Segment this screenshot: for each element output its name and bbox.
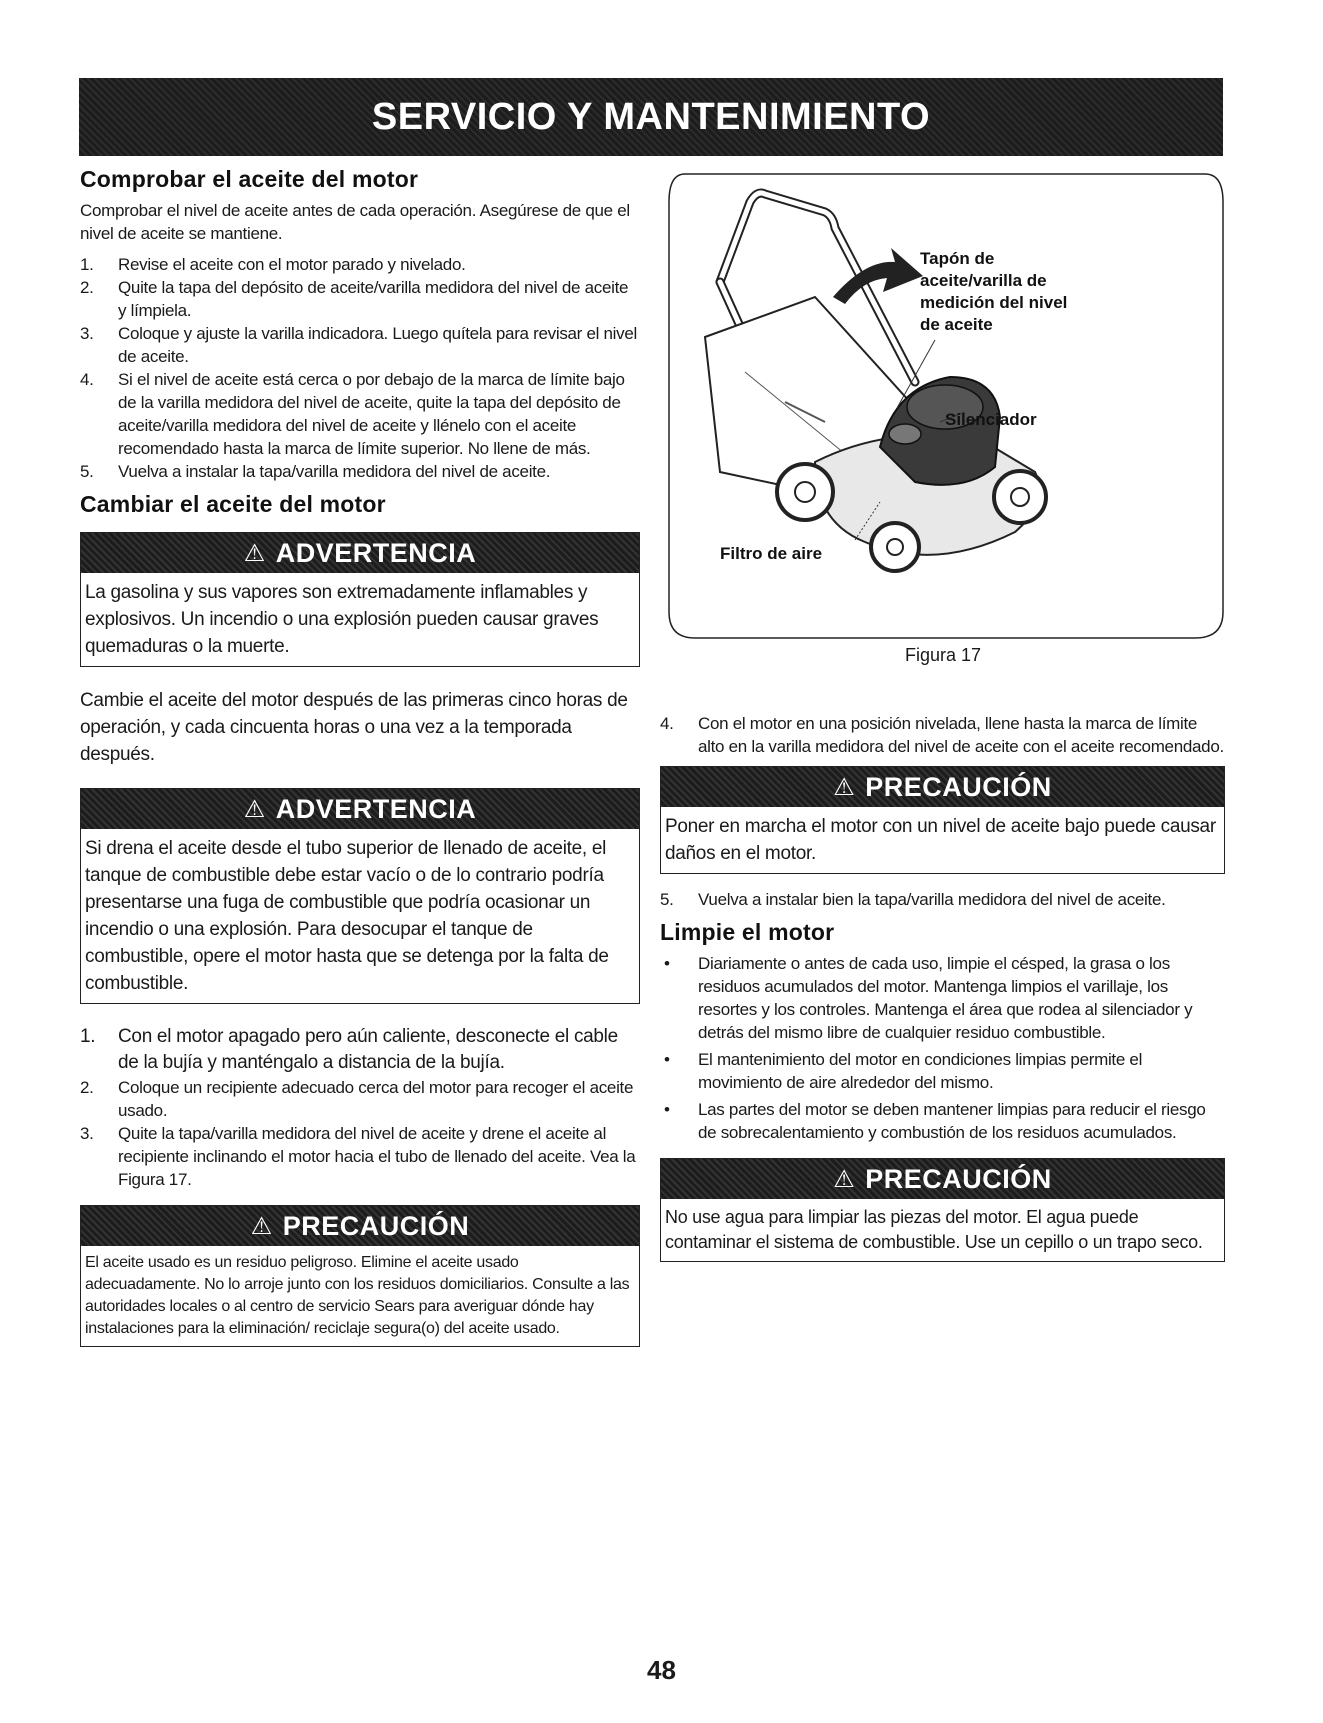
- change-oil-steps: [80, 1024, 640, 1191]
- warning-triangle-icon: ⚠: [243, 539, 266, 567]
- warning-text: Si drena el aceite desde el tubo superior de llenado de aceite, el tanque de combustible debe estar vacío o de lo contrario podría presentarse una fuga de combustible que podría ocasionar un incendio o una explosión. Para desocupar el tanque de combustible, opere el motor hasta que se detenga por la falta de combustible.: [85, 838, 609, 994]
- warning-triangle-icon: ⚠: [243, 795, 266, 823]
- warning-header: ⚠ ADVERTENCIA: [81, 533, 639, 573]
- left-column: [80, 166, 640, 1347]
- list-item: 4. Si el nivel de aceite está cerca o por debajo de la marca de límite bajo de la varilla medidora del nivel de aceite, quite la tapa del depósito de aceite/varilla medidora del nivel de aceite y llénelo con el aceite recomendado hasta la marca de límite superior. No llene de más.: [80, 370, 625, 458]
- list-item: 3. Coloque y ajuste la varilla indicadora. Luego quítela para revisar el nivel de aceite.: [80, 324, 637, 366]
- caution-text: No use agua para limpiar las piezas del motor. El agua puede contaminar el sistema de combustible. Use un cepillo o un trapo seco.: [665, 1207, 1203, 1252]
- section-heading-check-oil: Comprobar el aceite del motor: [80, 166, 419, 192]
- caution-text: Poner en marcha el motor con un nivel de aceite bajo puede causar daños en el motor.: [665, 816, 1216, 864]
- figure-caption: Figura 17: [905, 645, 982, 665]
- reinstall-steps: [660, 888, 1225, 911]
- list-item: • Diariamente o antes de cada uso, limpie el césped, la grasa o los residuos acumulados del motor. Mantenga limpios el varillaje, los resortes y los controles. Mantenga el área que rodea al silenciador y detrás del mismo libre de cualquier residuo combustible.: [660, 952, 1225, 1044]
- figure-17-mower-diagram: [665, 172, 1225, 642]
- list-item: • El mantenimiento del motor en condiciones limpias permite el movimiento de aire alrededor del mismo.: [660, 1048, 1225, 1094]
- warning-box-drain: [80, 788, 640, 1004]
- caution-box-low-oil: [660, 766, 1225, 874]
- label-muffler: Silenciador: [945, 410, 1037, 429]
- label-air-filter: Filtro de aire: [720, 544, 823, 563]
- caution-text: El aceite usado es un residuo peligroso. Elimine el aceite usado adecuadamente. No lo arroje junto con los residuos domiciliarios. Consulte a las autoridades locales o al centro de servicio Sears para averiguar dónde hay instalaciones para la eliminación/ reciclaje segura(o) del aceite usado.: [85, 1254, 630, 1337]
- caution-header: ⚠ PRECAUCIÓN: [661, 767, 1224, 807]
- page-title: SERVICIO Y MANTENIMIENTO: [371, 95, 931, 138]
- caution-box-no-water: [660, 1158, 1225, 1262]
- mower-illustration: [665, 172, 1225, 642]
- page-number: 48: [647, 1655, 676, 1685]
- warning-triangle-icon: ⚠: [833, 1165, 856, 1193]
- right-column: [660, 712, 1225, 1262]
- warning-triangle-icon: ⚠: [250, 1212, 273, 1240]
- list-item: 5. Vuelva a instalar la tapa/varilla medidora del nivel de aceite.: [80, 462, 551, 481]
- section-heading-change-oil: Cambiar el aceite del motor: [80, 491, 386, 517]
- list-item: 3. Quite la tapa/varilla medidora del nivel de aceite y drene el aceite al recipiente inclinando el motor hacia el tubo de llenado del aceite. Vea la Figura 17.: [80, 1124, 636, 1189]
- list-item: 2. Quite la tapa del depósito de aceite/varilla medidora del nivel de aceite y límpiela.: [80, 278, 629, 320]
- caution-box-used-oil: [80, 1205, 640, 1347]
- list-item: 4. Con el motor en una posición nivelada, llene hasta la marca de límite alto en la varilla medidora del nivel de aceite con el aceite recomendado.: [660, 714, 1224, 756]
- change-oil-paragraph: Cambie el aceite del motor después de las primeras cinco horas de operación, y cada cincuenta horas o una vez a la temporada después.: [80, 690, 628, 765]
- warning-box-gasoline: [80, 532, 640, 667]
- check-oil-intro: Comprobar el nivel de aceite antes de cada operación. Asegúrese de que el nivel de aceite se mantiene.: [80, 201, 630, 243]
- list-item: 2. Coloque un recipiente adecuado cerca del motor para recoger el aceite usado.: [80, 1078, 634, 1120]
- check-oil-steps: [80, 253, 640, 483]
- section-heading-clean-engine: Limpie el motor: [660, 919, 835, 945]
- list-item: • Las partes del motor se deben mantener limpias para reducir el riesgo de sobrecalentamiento y combustión de los residuos acumulados.: [660, 1098, 1225, 1144]
- list-item: 1. Revise el aceite con el motor parado y nivelado.: [80, 255, 466, 274]
- oil-cap: [889, 424, 921, 444]
- caution-header: ⚠ PRECAUCIÓN: [661, 1159, 1224, 1199]
- list-item: 1. Con el motor apagado pero aún caliente, desconecte el cable de la bujía y manténgalo a distancia de la bujía.: [80, 1026, 618, 1073]
- fill-oil-steps: [660, 712, 1225, 758]
- warning-triangle-icon: ⚠: [833, 773, 856, 801]
- caution-header: ⚠ PRECAUCIÓN: [81, 1206, 639, 1246]
- warning-text: La gasolina y sus vapores son extremadamente inflamables y explosivos. Un incendio o una explosión pueden causar graves quemaduras o la muerte.: [85, 582, 599, 657]
- label-oil-cap: Tapón de aceite/varilla de medición del nivel de aceite: [920, 249, 1068, 334]
- clean-engine-bullets: [660, 952, 1225, 1144]
- list-item: 5. Vuelva a instalar bien la tapa/varilla medidora del nivel de aceite.: [660, 890, 1166, 909]
- page-header-banner: [79, 78, 1223, 156]
- warning-header: ⚠ ADVERTENCIA: [81, 789, 639, 829]
